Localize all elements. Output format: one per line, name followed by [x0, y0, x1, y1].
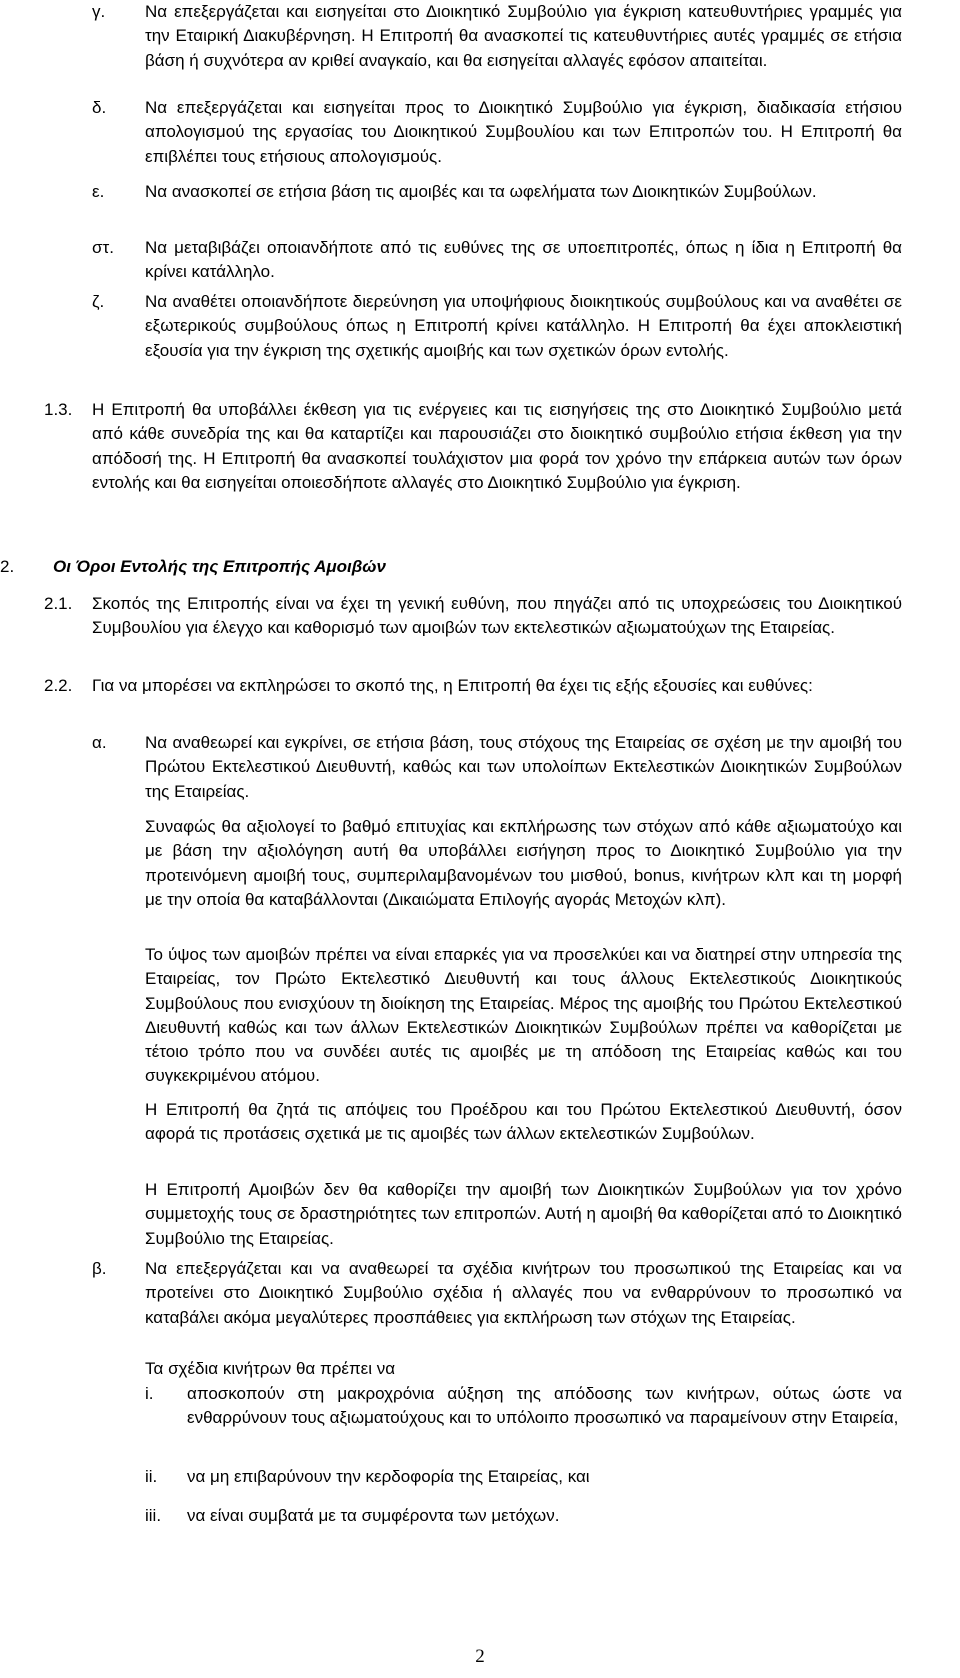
list-item-beta — [92, 1257, 902, 1330]
list-item-gamma — [92, 0, 902, 73]
list-text: Να ανασκοπεί σε ετήσια βάση τις αμοιβές και τα ωφελήματα των Διοικητικών Συμβούλων. — [145, 182, 817, 201]
list-label: ζ. — [92, 292, 105, 311]
list-item-stigma — [92, 236, 902, 285]
section-label: 2.1. — [44, 594, 73, 613]
beta-intro: Τα σχέδια κινήτρων θα πρέπει να — [145, 1359, 396, 1378]
list-text: Να επεξεργάζεται και να αναθεωρεί τα σχέδια κινήτρων του προσωπικού της Εταιρείας και να προτείνει στο Διοικητικό Συμβούλιο σχέδια ή αλλαγές που να ενθαρρύνουν το προσωπικό να καταβάλει ακόμα μεγαλύτερες προσπάθειες για εκπλήρωση των στόχων της Εταιρείας. — [145, 1259, 902, 1327]
section-2-1 — [44, 592, 902, 641]
alpha-paragraph-5: Η Επιτροπή Αμοιβών δεν θα καθορίζει την αμοιβή των Διοικητικών Συμβούλων για τον χρόνο συμμετοχής τους σε δραστηριότητες των επιτροπών. Αυτή η αμοιβή θα καθορίζεται από το Διοικητικό Συμβούλιο της Εταιρείας. — [145, 1180, 902, 1248]
roman-text: να μη επιβαρύνουν την κερδοφορία της Εταιρείας, και — [187, 1467, 590, 1486]
section-text: Σκοπός της Επιτροπής είναι να έχει τη γενική ευθύνη, που πηγάζει από τις υποχρεώσεις του Διοικητικού Συμβουλίου για έλεγχο και καθορισμό των αμοιβών των εκτελεστικών αξιωματούχων της Εταιρείας. — [92, 594, 902, 638]
page-number: 2 — [475, 1646, 485, 1667]
alpha-paragraph-2: Συναφώς θα αξιολογεί το βαθμό επιτυχίας και εκπλήρωσης των στόχων από κάθε αξιωματούχο και με βάση την αξιολόγηση αυτή θα υποβάλλει εισήγηση προς το Διοικητικό Συμβούλιο για την προτεινόμενη αμοιβή τους, συμπεριλαμβανομένων του μισθού, bonus, κινήτρων κλπ και τη μορφή με την οποία θα καταβάλλονται (Δικαιώματα Επιλογής αγοράς Μετοχών κλπ). — [145, 817, 902, 909]
section-label: 2.2. — [44, 676, 73, 695]
section-1-3 — [44, 398, 902, 495]
alpha-paragraph-3: Το ύψος των αμοιβών πρέπει να είναι επαρκές για να προσελκύει και να διατηρεί στην υπηρεσία της Εταιρείας, τον Πρώτο Εκτελεστικό Διευθυντή και τους άλλους Εκτελεστικούς Διοικητικούς Συμβούλους που ενισχύουν τη διοίκηση της Εταιρείας. Μέρος της αμοιβής του Πρώτου Εκτελεστικού Διευθυντή καθώς και των άλλων Εκτελεστικών Διοικητικών Συμβούλων πρέπει να καθορίζεται με τέτοιο τρόπο που να συνδέει αυτές τις αμοιβές με τη απόδοση της Εταιρείας καθώς και του συγκεκριμένου ατόμου. — [145, 945, 902, 1086]
list-item-epsilon — [92, 180, 902, 204]
section-label: 1.3. — [44, 400, 73, 419]
roman-label: i. — [145, 1384, 154, 1403]
roman-item-ii — [145, 1465, 902, 1489]
roman-item-i — [145, 1382, 902, 1431]
roman-text: να είναι συμβατά με τα συμφέροντα των μετόχων. — [187, 1506, 560, 1525]
list-text: Να επεξεργάζεται και εισηγείται προς το Διοικητικό Συμβούλιο για έγκριση, διαδικασία ετήσιου απολογισμού της εργασίας του Διοικητικού Συμβουλίου και των Επιτροπών του. Η Επιτροπή θα επιβλέπει τους ετήσιους απολογισμούς. — [145, 98, 902, 166]
section-number: 2. — [0, 557, 15, 576]
list-text: Να αναθεωρεί και εγκρίνει, σε ετήσια βάση, τους στόχους της Εταιρείας σε σχέση με την αμοιβή του Πρώτου Εκτελεστικού Διευθυντή, καθώς και των υπολοίπων Εκτελεστικών Διοικητικών Συμβούλων της Εταιρείας. — [145, 733, 902, 801]
section-text: Για να μπορέσει να εκπληρώσει το σκοπό της, η Επιτροπή θα έχει τις εξής εξουσίες και ευθύνες: — [92, 676, 813, 695]
roman-label: iii. — [145, 1506, 162, 1525]
list-text: Να μεταβιβάζει οποιανδήποτε από τις ευθύνες της σε υποεπιτροπές, όπως η ίδια η Επιτροπή θα κρίνει κατάλληλο. — [145, 238, 902, 282]
roman-text: αποσκοπούν στη μακροχρόνια αύξηση της απόδοσης των κινήτρων, ούτως ώστε να ενθαρρύνουν τους αξιωματούχους και το υπόλοιπο προσωπικό να παραμείνουν στην Εταιρεία, — [187, 1384, 902, 1428]
roman-item-iii — [145, 1504, 902, 1528]
alpha-paragraph-4: Η Επιτροπή θα ζητά τις απόψεις του Προέδρου και του Πρώτου Εκτελεστικού Διευθυντή, όσον αφορά τις προτάσεις σχετικά με τις αμοιβές των άλλων εκτελεστικών Συμβούλων. — [145, 1100, 902, 1144]
list-label: ε. — [92, 182, 105, 201]
section-2-2 — [44, 674, 902, 698]
list-text: Να επεξεργάζεται και εισηγείται στο Διοικητικό Συμβούλιο για έγκριση κατευθυντήριες γραμμές για την Εταιρική Διακυβέρνηση. Η Επιτροπή θα ανασκοπεί τις κατευθυντήριες αυτές γραμμές σε ετήσια βάση ή συχνότερα αν κριθεί αναγκαίο, και θα εισηγείται αλλαγές εφόσον απαιτείται. — [145, 2, 902, 70]
roman-label: ii. — [145, 1467, 158, 1486]
list-label: α. — [92, 733, 107, 752]
list-label: β. — [92, 1259, 107, 1278]
list-item-zeta — [92, 290, 902, 363]
list-item-delta — [92, 96, 902, 169]
list-item-alpha — [92, 731, 902, 804]
list-text: Να αναθέτει οποιανδήποτε διερεύνηση για υποψήφιους διοικητικούς συμβούλους και να αναθέτει σε εξωτερικούς συμβούλους όπως η Επιτροπή κρίνει κατάλληλο. Η Επιτροπή θα έχει αποκλειστική εξουσία για την έγκριση της σχετικής αμοιβής και των σχετικών όρων εντολής. — [145, 292, 902, 360]
list-label: στ. — [92, 238, 114, 257]
section-title: Οι Όροι Εντολής της Επιτροπής Αμοιβών — [53, 557, 386, 576]
list-label: γ. — [92, 2, 106, 21]
list-label: δ. — [92, 98, 107, 117]
section-text: Η Επιτροπή θα υποβάλλει έκθεση για τις ενέργειες και τις εισηγήσεις της στο Διοικητικό Συμβούλιο μετά από κάθε συνεδρία της και θα καταρτίζει και παρουσιάζει στο διοικητικό συμβούλιο ετήσια έκθεση για την απόδοσή της. Η Επιτροπή θα ανασκοπεί τουλάχιστον μια φορά τον χρόνο την επάρκεια αυτών των όρων εντολής και θα εισηγείται οποιεσδήποτε αλλαγές στο Διοικητικό Συμβούλιο για έγκριση. — [92, 400, 902, 492]
